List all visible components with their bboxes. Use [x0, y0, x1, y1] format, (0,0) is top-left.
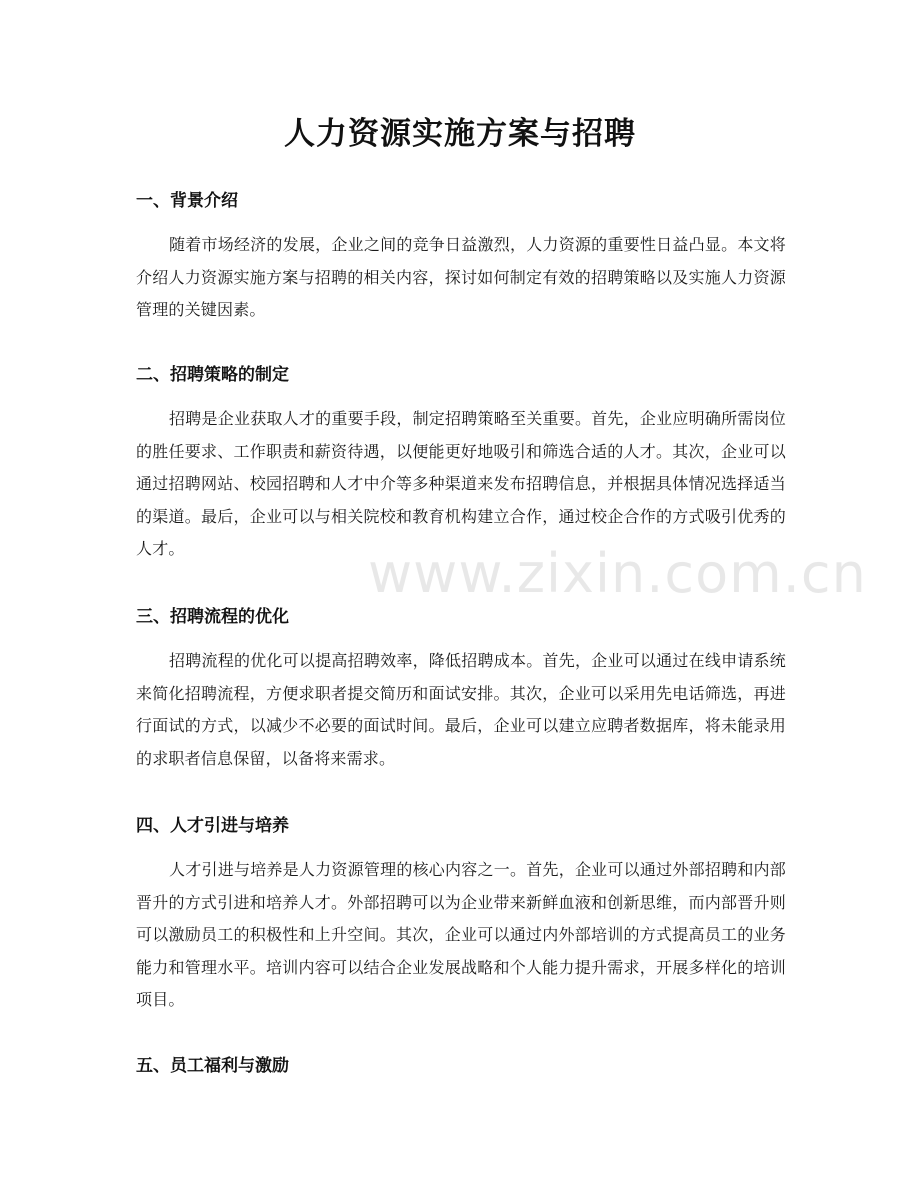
- watermark: www.zixin.com.cn: [368, 542, 867, 605]
- section-heading: 一、背景介绍: [136, 191, 238, 211]
- section-heading: 五、员工福利与激励: [136, 1056, 289, 1076]
- section-paragraph: 招聘流程的优化可以提高招聘效率，降低招聘成本。首先，企业可以通过在线申请系统来简化招聘流程，方便求职者提交简历和面试安排。其次，企业可以采用先电话筛选，再进行面试的方式，以减少不必要的面试时间。最后，企业可以建立应聘者数据库，将未能录用的求职者信息保留，以备将来需求。: [136, 651, 786, 768]
- section-paragraph: 人才引进与培养是人力资源管理的核心内容之一。首先，企业可以通过外部招聘和内部晋升的方式引进和培养人才。外部招聘可以为企业带来新鲜血液和创新思维，而内部晋升则可以激励员工的积极性和上升空间。其次，企业可以通过内外部培训的方式提高员工的业务能力和管理水平。培训内容可以结合企业发展战略和个人能力提升需求，开展多样化的培训项目。: [136, 860, 786, 1009]
- section-heading: 三、招聘流程的优化: [136, 607, 289, 627]
- section-paragraph: 随着市场经济的发展，企业之间的竞争日益激烈，人力资源的重要性日益凸显。本文将介绍人力资源实施方案与招聘的相关内容，探讨如何制定有效的招聘策略以及实施人力资源管理的关键因素。: [136, 235, 786, 319]
- section-background: [136, 190, 786, 327]
- section-talent-development: [136, 815, 786, 1017]
- section-paragraph: 招聘是企业获取人才的重要手段，制定招聘策略至关重要。首先，企业应明确所需岗位的胜任要求、工作职责和薪资待遇，以便能更好地吸引和筛选合适的人才。其次，企业可以通过招聘网站、校园招聘和人才中介等多种渠道来发布招聘信息，并根据具体情况选择适当的渠道。最后，企业可以与相关院校和教育机构建立合作，通过校企合作的方式吸引优秀的人才。: [136, 409, 786, 558]
- section-heading: 四、人才引进与培养: [136, 816, 289, 836]
- section-recruitment-process: [136, 606, 786, 775]
- section-employee-benefits: [136, 1055, 786, 1094]
- section-heading: 二、招聘策略的制定: [136, 365, 289, 385]
- section-recruitment-strategy: [136, 364, 786, 566]
- document-title: 人力资源实施方案与招聘: [284, 116, 636, 152]
